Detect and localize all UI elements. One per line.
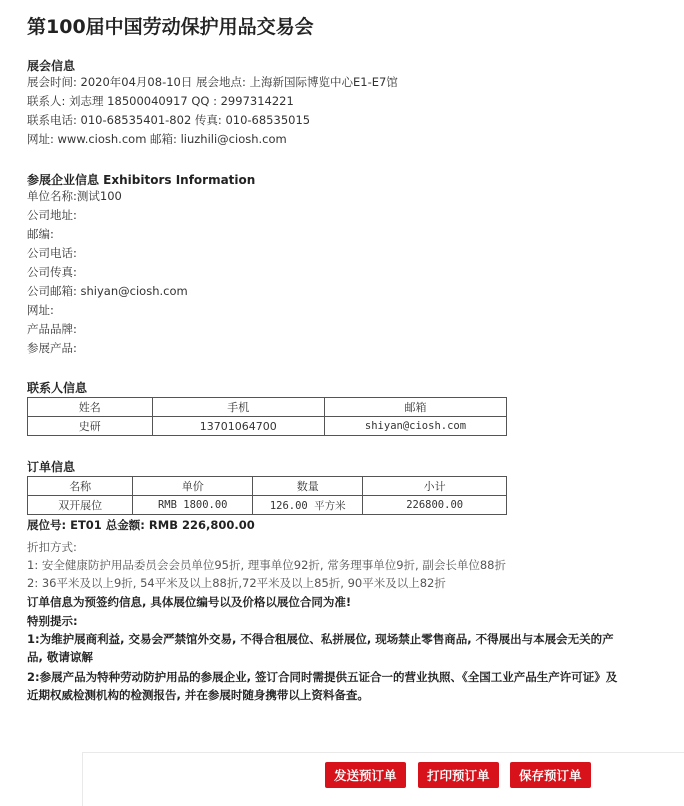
exhibitor-phone: 公司电话:: [27, 246, 77, 260]
exhibitor-postcode: 邮编:: [27, 227, 54, 241]
exhibition-web-line: 网址: www.ciosh.com 邮箱: liuzhili@ciosh.com: [27, 132, 287, 146]
exhibitor-heading: 参展企业信息 Exhibitors Information: [27, 173, 256, 187]
exhibition-time-line: 展会时间: 2020年04月08-10日 展会地点: 上海新国际博览中心E1-E7馆: [27, 75, 398, 89]
table-row: [28, 417, 507, 436]
discount-item: 1: 安全健康防护用品委员会会员单位95折, 理事单位92折, 常务理事单位9折, 副会长单位88折: [27, 558, 506, 572]
exhibitor-products: 参展产品:: [27, 341, 77, 355]
table-header-cell: 手机: [152, 398, 324, 417]
special-item: 2:参展产品为特种劳动防护用品的参展企业, 签订合同时需提供五证合一的营业执照、《全国工业产品生产许可证》及近期权威检测机构的检测报告, 并在参展时随身携带以上资料备查。: [27, 670, 618, 702]
contact-table: [27, 397, 507, 436]
table-cell: 226800.00: [363, 496, 507, 515]
send-order-button[interactable]: 发送预订单: [325, 762, 406, 788]
exhibitor-email: 公司邮箱: shiyan@ciosh.com: [27, 284, 188, 298]
table-cell: shiyan@ciosh.com: [324, 417, 506, 436]
exhibition-contact-line: 联系人: 刘志理 18500040917 QQ : 2997314221: [27, 94, 294, 108]
special-item: 1:为维护展商利益, 交易会严禁馆外交易, 不得合租展位、私拼展位, 现场禁止零售商品, 不得展出与本展会无关的产品, 敬请谅解: [27, 632, 614, 664]
special-heading: 特别提示:: [27, 614, 78, 628]
table-cell: 13701064700: [152, 417, 324, 436]
table-row: [28, 496, 507, 515]
table-header-cell: 小计: [363, 477, 507, 496]
exhibition-heading: 展会信息: [27, 59, 76, 73]
exhibitor-fax: 公司传真:: [27, 265, 77, 279]
save-order-button[interactable]: 保存预订单: [510, 762, 591, 788]
booth-total-line: 展位号: ET01 总金额: RMB 226,800.00: [27, 518, 255, 532]
page-title: 第100届中国劳动保护用品交易会: [27, 16, 314, 38]
contact-heading: 联系人信息: [27, 381, 88, 395]
table-cell: 双开展位: [28, 496, 133, 515]
table-cell: 126.00 平方米: [253, 496, 363, 515]
order-note: 订单信息为预签约信息, 具体展位编号以及价格以展位合同为准!: [27, 595, 352, 609]
exhibitor-address: 公司地址:: [27, 208, 77, 222]
table-header-row: [28, 398, 507, 417]
table-header-cell: 姓名: [28, 398, 153, 417]
order-heading: 订单信息: [27, 460, 76, 474]
exhibitor-website: 网址:: [27, 303, 54, 317]
table-cell: 史研: [28, 417, 153, 436]
table-header-cell: 邮箱: [324, 398, 506, 417]
print-order-button[interactable]: 打印预订单: [418, 762, 499, 788]
discount-item: 2: 36平米及以上9折, 54平米及以上88折,72平米及以上85折, 90平米及以上82折: [27, 576, 446, 590]
table-header-cell: 数量: [253, 477, 363, 496]
exhibition-phone-line: 联系电话: 010-68535401-802 传真: 010-68535015: [27, 113, 311, 127]
order-table: [27, 476, 507, 515]
table-cell: RMB 1800.00: [133, 496, 253, 515]
discount-heading: 折扣方式:: [27, 540, 77, 554]
table-header-row: [28, 477, 507, 496]
exhibitor-company-name: 单位名称:测试100: [27, 189, 122, 203]
exhibitor-brand: 产品品牌:: [27, 322, 77, 336]
table-header-cell: 名称: [28, 477, 133, 496]
table-header-cell: 单价: [133, 477, 253, 496]
